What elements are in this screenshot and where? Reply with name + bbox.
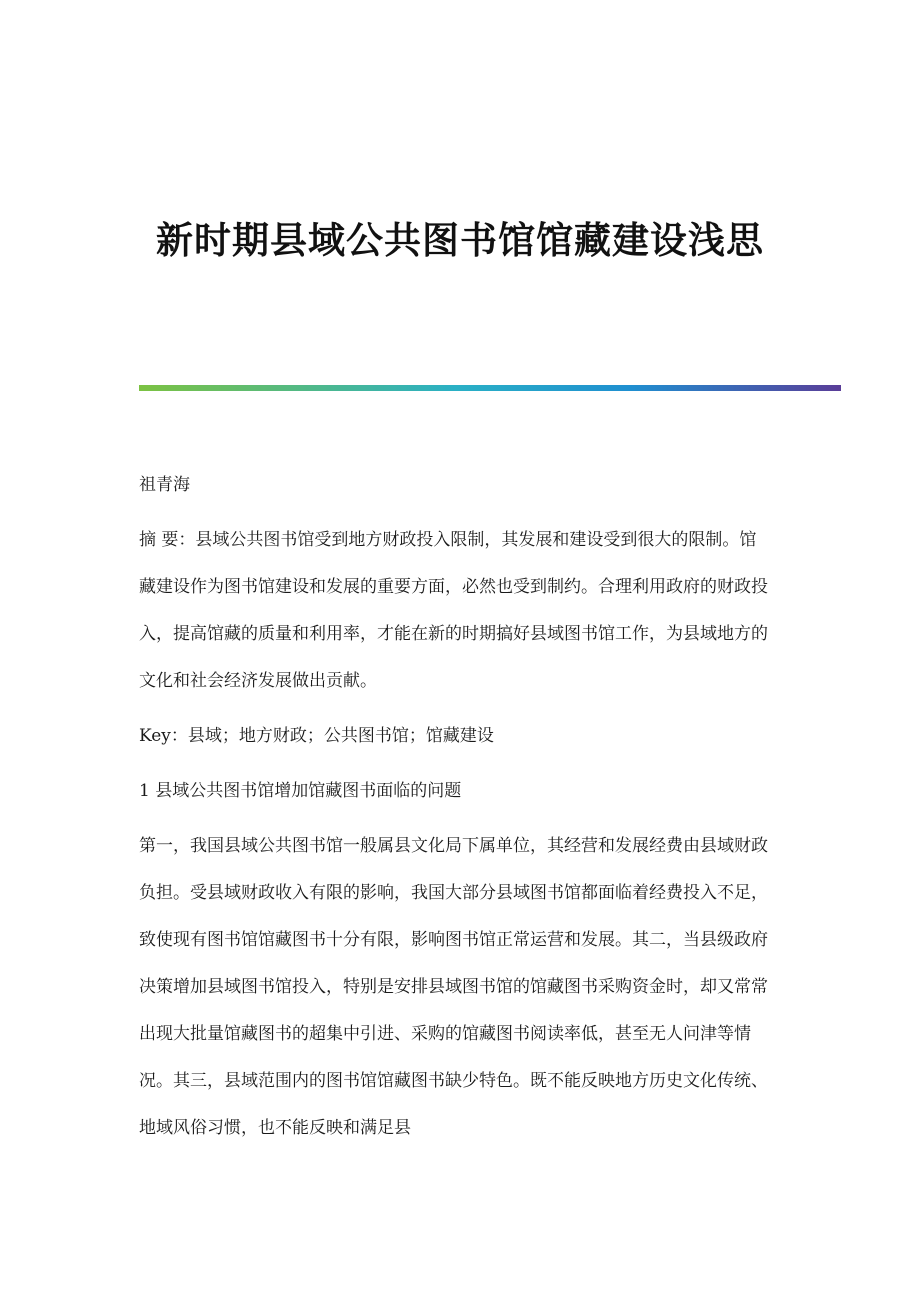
section-heading: 1 县域公共图书馆增加馆藏图书面临的问题 — [139, 781, 462, 801]
body-paragraph: 第一，我国县域公共图书馆一般属县文化局下属单位，其经营和发展经费由县域财政负担。受县域财政收入有限的影响，我国大部分县域图书馆都面临着经费投入不足，致使现有图书馆馆藏图书十分有限，影响图书馆正常运营和发展。其二，当县级政府决策增加县域图书馆投入，特别是安排县域图书馆的馆藏图书采购资金时，却又常常出现大批量馆藏图书的超集中引进、采购的馆藏图书阅读率低，甚至无人问津等情况。其三，县域范围内的图书馆馆藏图书缺少特色。既不能反映地方历史文化传统、地域风俗习惯，也不能反映和满足县 — [139, 836, 768, 1138]
title-divider-line — [139, 385, 841, 391]
document-title: 新时期县域公共图书馆馆藏建设浅思 — [156, 218, 764, 262]
keywords-line: Key：县域；地方财政；公共图书馆；馆藏建设 — [139, 726, 494, 746]
abstract-paragraph: 摘 要：县域公共图书馆受到地方财政投入限制，其发展和建设受到很大的限制。馆藏建设作为图书馆建设和发展的重要方面，必然也受到制约。合理利用政府的财政投入，提高馆藏的质量和利用率，才能在新的时期搞好县域图书馆工作，为县域地方的文化和社会经济发展做出贡献。 — [139, 530, 768, 691]
document-body — [139, 462, 769, 1152]
author-name: 祖青海 — [139, 475, 190, 495]
